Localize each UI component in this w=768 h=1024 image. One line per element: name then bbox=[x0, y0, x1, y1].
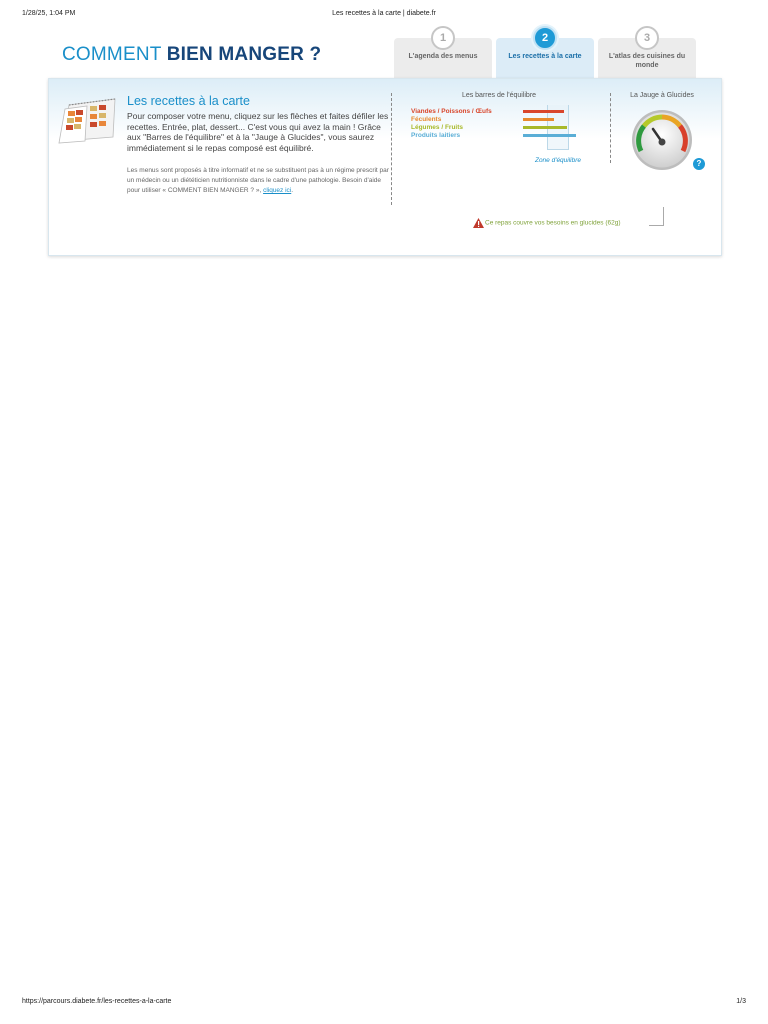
balance-category-label: Féculents bbox=[411, 116, 442, 123]
balance-zone-label: Zone d'équilibre bbox=[534, 157, 582, 164]
gauge-title: La Jauge à Glucides bbox=[630, 92, 694, 99]
print-date: 1/28/25, 1:04 PM bbox=[22, 10, 76, 17]
balance-bar bbox=[523, 118, 554, 121]
divider bbox=[391, 93, 392, 205]
note-end: . bbox=[291, 187, 294, 194]
print-title: Les recettes à la carte | diabete.fr bbox=[332, 10, 436, 17]
brand-word-2: BIEN MANGER ? bbox=[166, 44, 322, 65]
step-label: L'agenda des menus bbox=[408, 53, 478, 60]
print-footer bbox=[22, 998, 746, 1010]
balance-category-label: Viandes / Poissons / Œufs bbox=[411, 108, 492, 115]
balance-bar bbox=[523, 110, 564, 113]
balance-bar bbox=[523, 126, 567, 129]
warning-icon bbox=[473, 218, 484, 228]
balance-bars-title: Les barres de l'équilibre bbox=[461, 92, 537, 99]
glucide-gauge bbox=[631, 109, 693, 171]
step-label: L'atlas des cuisines du monde bbox=[608, 53, 686, 69]
section-title: Les recettes à la carte bbox=[127, 94, 250, 108]
balance-category-label: Légumes / Fruits bbox=[411, 124, 464, 131]
divider bbox=[610, 93, 611, 163]
warning-bracket bbox=[649, 207, 664, 226]
carb-warning-text: Ce repas couvre vos besoins en glucides (62g) bbox=[485, 219, 621, 227]
intro-text: Pour composer votre menu, cliquez sur les flèches et faites défiler les recettes. Entrée, plat, dessert... C'est vous qui avez la main ! Grâce aux "Barres de l'équilibre" et à la "Jauge à Glucides", vous saurez immédiatement si le repas composé est équilibré. bbox=[127, 111, 389, 153]
calendar-icon bbox=[57, 97, 117, 145]
balance-bar bbox=[523, 134, 576, 137]
brand-title bbox=[62, 44, 321, 66]
step-number: 3 bbox=[635, 26, 659, 50]
step-number: 1 bbox=[431, 26, 455, 50]
disclaimer-note bbox=[127, 166, 389, 196]
recipes-panel bbox=[48, 78, 722, 256]
balance-category-label: Produits laitiers bbox=[411, 132, 461, 139]
print-page-number: 1/3 bbox=[736, 998, 746, 1005]
gauge-help-icon[interactable]: ? bbox=[693, 158, 705, 170]
step-navigation bbox=[394, 24, 698, 82]
help-link[interactable]: cliquez ici bbox=[263, 187, 292, 194]
brand-word-1: COMMENT bbox=[62, 44, 162, 65]
print-url: https://parcours.diabete.fr/les-recettes-a-la-carte bbox=[22, 998, 172, 1005]
step-number: 2 bbox=[533, 26, 557, 50]
note-text: Les menus sont proposés à titre informatif et ne se substituent pas à un régime prescrit par un médecin ou un diététicien nutritionniste dans le cadre d'une pathologie. Besoin d'aide pour utiliser « COMMENT BIEN MANGER ? », bbox=[127, 167, 389, 194]
carb-warning bbox=[473, 218, 621, 228]
print-header bbox=[22, 10, 746, 22]
step-label: Les recettes à la carte bbox=[508, 53, 582, 60]
